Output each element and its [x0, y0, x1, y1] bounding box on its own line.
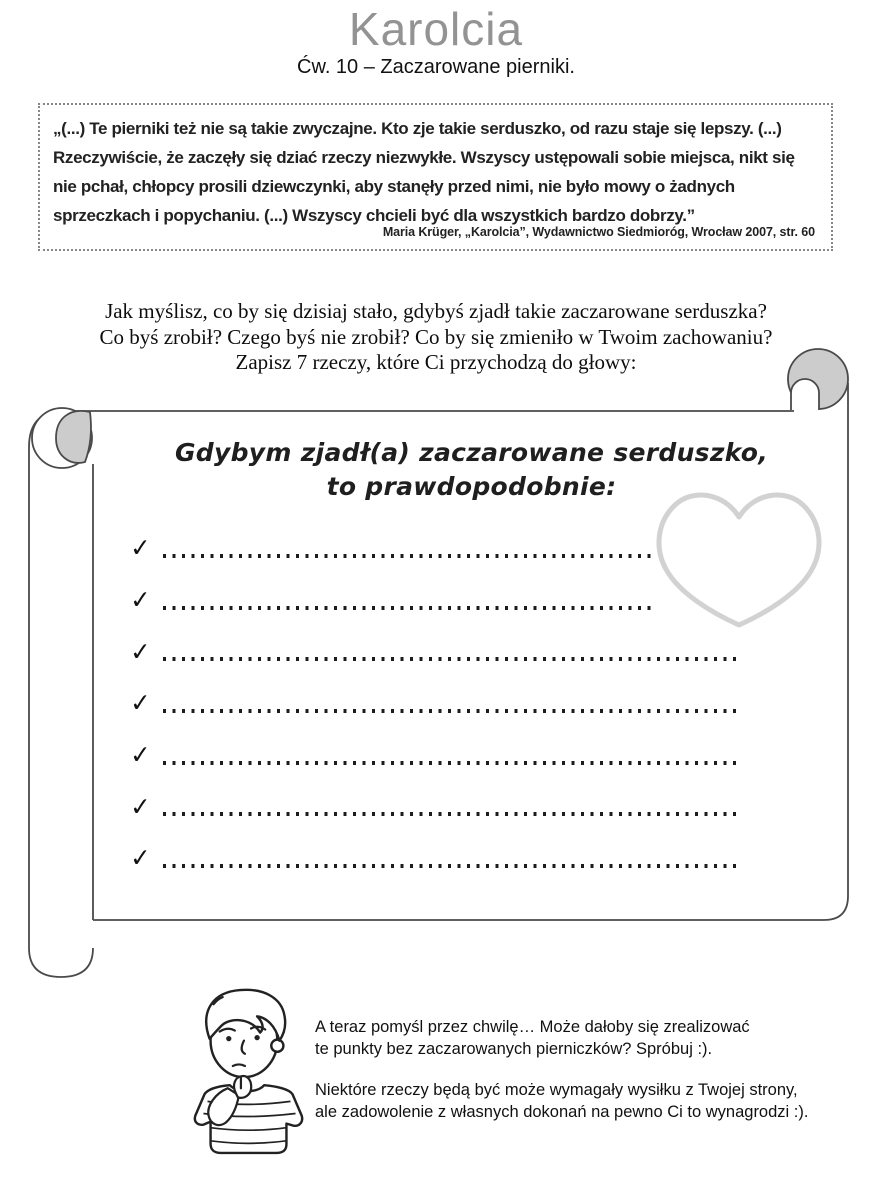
answer-line-row	[130, 527, 750, 579]
answer-line-row	[130, 682, 750, 734]
boy-ear	[271, 1040, 283, 1052]
advice-p2-line-1: Niektóre rzeczy będą być może wymagały wysiłku z Twojej strony,	[315, 1081, 798, 1099]
quote-attribution: Maria Krüger, „Karolcia”, Wydawnictwo Siedmioróg, Wrocław 2007, str. 60	[382, 225, 815, 239]
checkmark-icon: ✓	[129, 584, 152, 615]
task-prompt-line-1: Jak myślisz, co by się dzisiaj stało, gdybyś zjadł takie zaczarowane serduszka?	[105, 299, 767, 323]
scroll-heading-line-2: to prawdopodobnie:	[326, 472, 617, 501]
answer-lines	[130, 527, 750, 889]
advice-p1-line-2: te punkty bez zaczarowanych pierniczków? Spróbuj :).	[315, 1039, 713, 1058]
boy-eye-right	[254, 1035, 259, 1040]
answer-line-3[interactable]	[163, 657, 738, 661]
scroll-heading-line-1: Gdybym zjadł(a) zaczarowane serduszko,	[174, 438, 769, 467]
checkmark-icon: ✓	[129, 843, 152, 874]
answer-line-6[interactable]	[163, 812, 738, 816]
answer-line-1[interactable]	[163, 554, 651, 558]
task-prompt-line-2: Co byś zrobił? Czego byś nie zrobił? Co by się zmieniło w Twoim zachowaniu?	[99, 324, 773, 349]
answer-line-row	[130, 734, 750, 786]
advice-p2-line-2: ale zadowolenie z własnych dokonań na pewno Ci to wynagrodzi :).	[315, 1102, 809, 1121]
quote-box	[38, 103, 833, 251]
answer-line-7[interactable]	[163, 864, 738, 868]
checkmark-icon: ✓	[129, 636, 152, 667]
scroll-heading	[95, 436, 848, 504]
checkmark-icon: ✓	[129, 688, 152, 719]
answer-line-4[interactable]	[163, 709, 738, 713]
boy-eye-left	[226, 1036, 231, 1041]
answer-line-row	[130, 785, 750, 837]
scroll-left-curl-icon	[32, 408, 92, 468]
quote-text: „(...) Te pierniki też nie są takie zwyczajne. Kto zje takie serduszko, od razu staje się lepszy. (...) Rzeczywiście, że zaczęły się dziać rzeczy niezwykłe. Wszyscy ustępowali sobie miejsca, nikt się nie pchał, chłopcy prosili dziewczynki, aby stanęły przed nimi, nie było mowy o żadnych sprzeczkach i popychaniu. (...) Wszyscy chcieli być dla wszystkich bardzo dobrzy.”	[53, 119, 795, 225]
exercise-subtitle: Ćw. 10 – Zaczarowane pierniki.	[297, 56, 575, 78]
checkmark-icon: ✓	[129, 739, 152, 770]
advice-text	[315, 1017, 808, 1143]
checkmark-icon: ✓	[129, 791, 152, 822]
answer-line-row	[130, 837, 750, 889]
thinking-boy-illustration	[168, 984, 328, 1156]
answer-line-2[interactable]	[163, 606, 651, 610]
page-title: Karolcia	[348, 3, 524, 55]
checkmark-icon: ✓	[129, 533, 152, 564]
advice-p1-line-1: A teraz pomyśl przez chwilę… Może dałoby się zrealizować	[315, 1018, 750, 1036]
advice-paragraph-2	[315, 1080, 808, 1123]
boy-hand	[234, 1076, 251, 1098]
task-prompt-line-3: Zapisz 7 rzeczy, które Ci przychodzą do głowy:	[235, 350, 637, 374]
advice-paragraph-1	[315, 1017, 808, 1060]
answer-line-row	[130, 630, 750, 682]
answer-line-row	[130, 579, 750, 631]
answer-line-5[interactable]	[163, 761, 738, 765]
task-prompt	[0, 299, 872, 376]
